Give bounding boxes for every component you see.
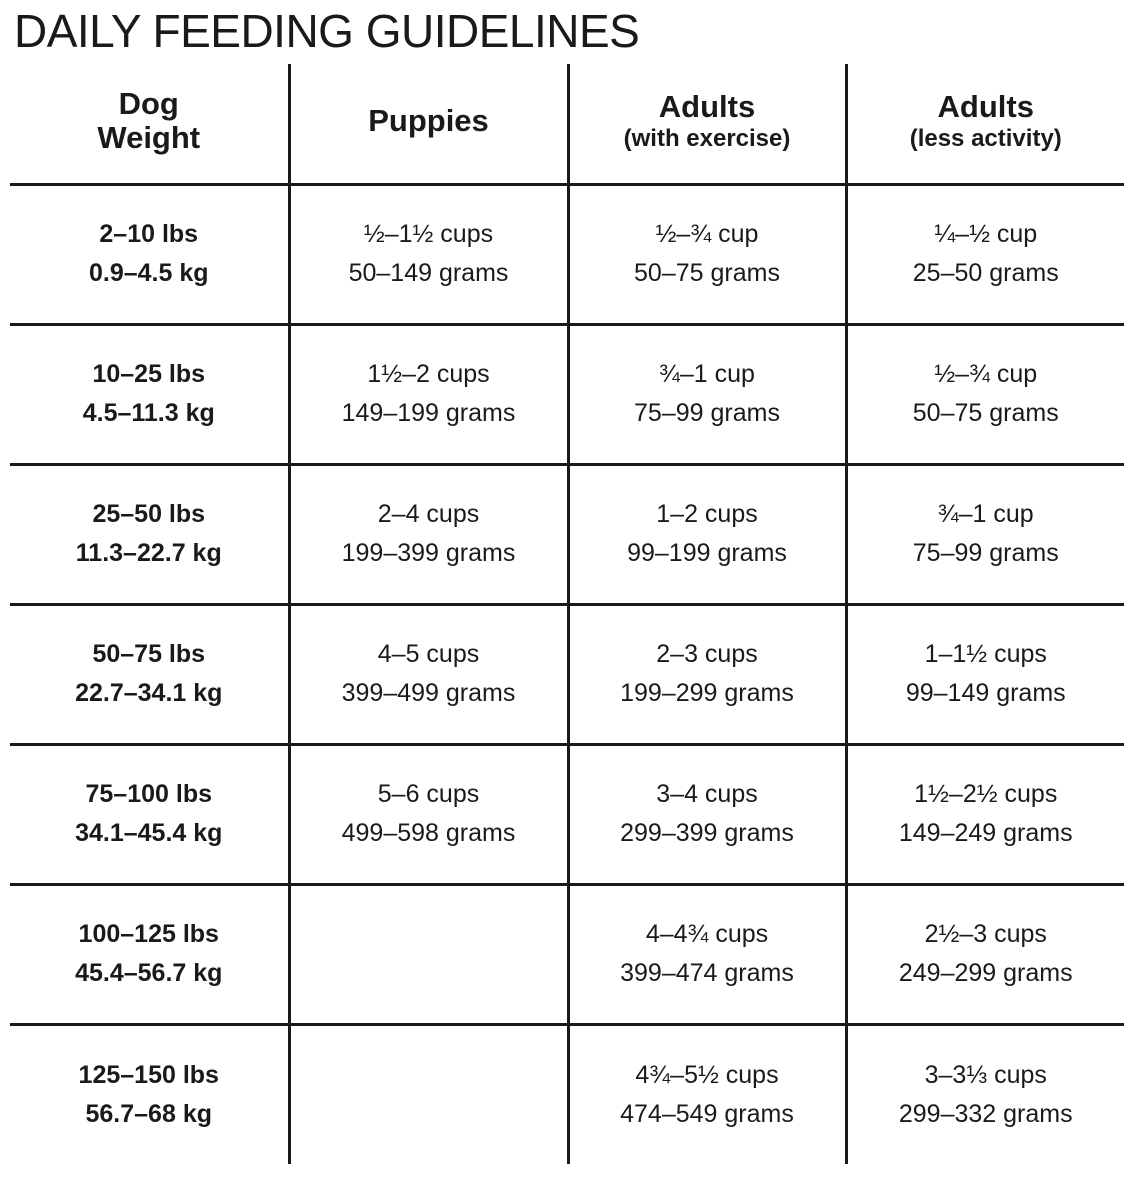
amount-grams: 199–299 grams: [620, 679, 794, 707]
column-header-line1: Puppies: [368, 102, 489, 138]
feeding-guidelines-table: [10, 64, 1124, 1164]
column-header-line1: Dog: [118, 85, 179, 121]
amount-cups: 3–4 cups: [656, 780, 758, 809]
cell-adults-with-exercise: [568, 324, 846, 464]
cell-adults-with-exercise: [568, 744, 846, 884]
page-title: DAILY FEEDING GUIDELINES: [14, 5, 640, 57]
amount-cups: ½–¾ cup: [934, 360, 1038, 389]
amount-grams: 75–99 grams: [634, 399, 780, 427]
amount-cups: ¼–½ cup: [934, 220, 1038, 249]
amount-cups: 1–1½ cups: [924, 640, 1047, 669]
amount-grams: 399–499 grams: [341, 679, 516, 707]
amount-cups: 1–2 cups: [656, 500, 758, 529]
cell-puppies: [289, 184, 568, 324]
cell-dog-weight: [10, 184, 289, 324]
cell-dog-weight: [10, 1024, 289, 1164]
cell-adults-with-exercise: [568, 884, 846, 1024]
column-header-line2: Weight: [97, 120, 201, 156]
amount-grams: 149–249 grams: [898, 819, 1073, 847]
amount-cups: 4–5 cups: [377, 640, 480, 669]
cell-adults-less-activity: [846, 884, 1124, 1024]
cell-puppies: [289, 1024, 568, 1164]
table-row: [10, 744, 1124, 884]
cell-dog-weight: [10, 884, 289, 1024]
cell-adults-with-exercise: [568, 184, 846, 324]
amount-grams: 474–549 grams: [620, 1099, 794, 1128]
amount-grams: 99–149 grams: [905, 679, 1066, 707]
cell-dog-weight: [10, 604, 289, 744]
cell-adults-less-activity: [846, 324, 1124, 464]
amount-grams: 50–75 grams: [912, 399, 1059, 427]
table-row: [10, 464, 1124, 604]
weight-kg: 11.3–22.7 kg: [75, 539, 222, 567]
column-header-subtitle: (with exercise): [623, 125, 791, 153]
cell-adults-with-exercise: [568, 604, 846, 744]
cell-puppies: [289, 604, 568, 744]
amount-grams: 99–199 grams: [627, 539, 787, 567]
amount-cups: 2–4 cups: [377, 500, 480, 529]
weight-lbs: 25–50 lbs: [92, 500, 206, 529]
amount-grams: 499–598 grams: [341, 819, 516, 847]
amount-grams: 399–474 grams: [620, 959, 794, 987]
amount-grams: 75–99 grams: [912, 539, 1059, 567]
cell-adults-less-activity: [846, 744, 1124, 884]
amount-cups: ¾–1 cup: [659, 360, 755, 389]
amount-grams: 50–75 grams: [634, 259, 780, 287]
cell-adults-less-activity: [846, 464, 1124, 604]
amount-grams: 149–199 grams: [341, 399, 516, 427]
amount-grams: 199–399 grams: [341, 539, 516, 567]
weight-lbs: 75–100 lbs: [85, 780, 212, 809]
cell-adults-with-exercise: [568, 1024, 846, 1164]
amount-cups: 4–4¾ cups: [645, 920, 769, 949]
amount-cups: ½–1½ cups: [363, 220, 494, 249]
weight-kg: 22.7–34.1 kg: [75, 679, 223, 707]
table-row: [10, 324, 1124, 464]
amount-cups: 1½–2 cups: [367, 360, 490, 389]
weight-kg: 45.4–56.7 kg: [75, 959, 223, 987]
cell-dog-weight: [10, 744, 289, 884]
amount-cups: 5–6 cups: [377, 780, 480, 809]
amount-grams: 299–399 grams: [620, 819, 794, 847]
amount-cups: 3–3⅓ cups: [924, 1061, 1047, 1089]
weight-lbs: 125–150 lbs: [78, 1061, 219, 1089]
cell-puppies: [289, 464, 568, 604]
column-header-line1: Adults: [658, 88, 756, 124]
table-row: [10, 184, 1124, 324]
cell-adults-less-activity: [846, 184, 1124, 324]
weight-kg: 4.5–11.3 kg: [82, 399, 215, 427]
column-header-subtitle: (less activity): [909, 125, 1062, 153]
cell-puppies: [289, 324, 568, 464]
cell-adults-less-activity: [846, 1024, 1124, 1164]
amount-grams: 299–332 grams: [898, 1099, 1073, 1128]
column-header-line1: Adults: [937, 88, 1034, 124]
weight-kg: 56.7–68 kg: [85, 1099, 212, 1128]
amount-grams: 249–299 grams: [898, 959, 1073, 987]
amount-cups: 2½–3 cups: [924, 920, 1047, 949]
cell-puppies: [289, 744, 568, 884]
amount-grams: 25–50 grams: [912, 259, 1059, 287]
cell-dog-weight: [10, 324, 289, 464]
weight-lbs: 10–25 lbs: [92, 360, 206, 389]
cell-adults-with-exercise: [568, 464, 846, 604]
amount-cups: ¾–1 cup: [937, 500, 1034, 529]
cell-dog-weight: [10, 464, 289, 604]
weight-kg: 34.1–45.4 kg: [75, 819, 223, 847]
amount-cups: 2–3 cups: [656, 640, 758, 669]
amount-grams: 50–149 grams: [348, 259, 509, 287]
column-header-adults-less-activity: [846, 64, 1124, 184]
table-row: [10, 604, 1124, 744]
table-body: [10, 184, 1124, 1164]
amount-cups: 4¾–5½ cups: [635, 1061, 779, 1089]
table-header: [10, 64, 1124, 184]
weight-lbs: 50–75 lbs: [92, 640, 206, 669]
cell-adults-less-activity: [846, 604, 1124, 744]
table-row: [10, 1024, 1124, 1164]
cell-puppies: [289, 884, 568, 1024]
amount-cups: 1½–2½ cups: [914, 780, 1058, 809]
column-header-dog-weight: [10, 64, 289, 184]
table-row: [10, 884, 1124, 1024]
weight-lbs: 100–125 lbs: [78, 920, 219, 949]
weight-kg: 0.9–4.5 kg: [88, 259, 209, 287]
weight-lbs: 2–10 lbs: [99, 220, 199, 249]
amount-cups: ½–¾ cup: [655, 220, 759, 249]
column-header-puppies: [289, 64, 568, 184]
column-header-adults-with-exercise: [568, 64, 846, 184]
